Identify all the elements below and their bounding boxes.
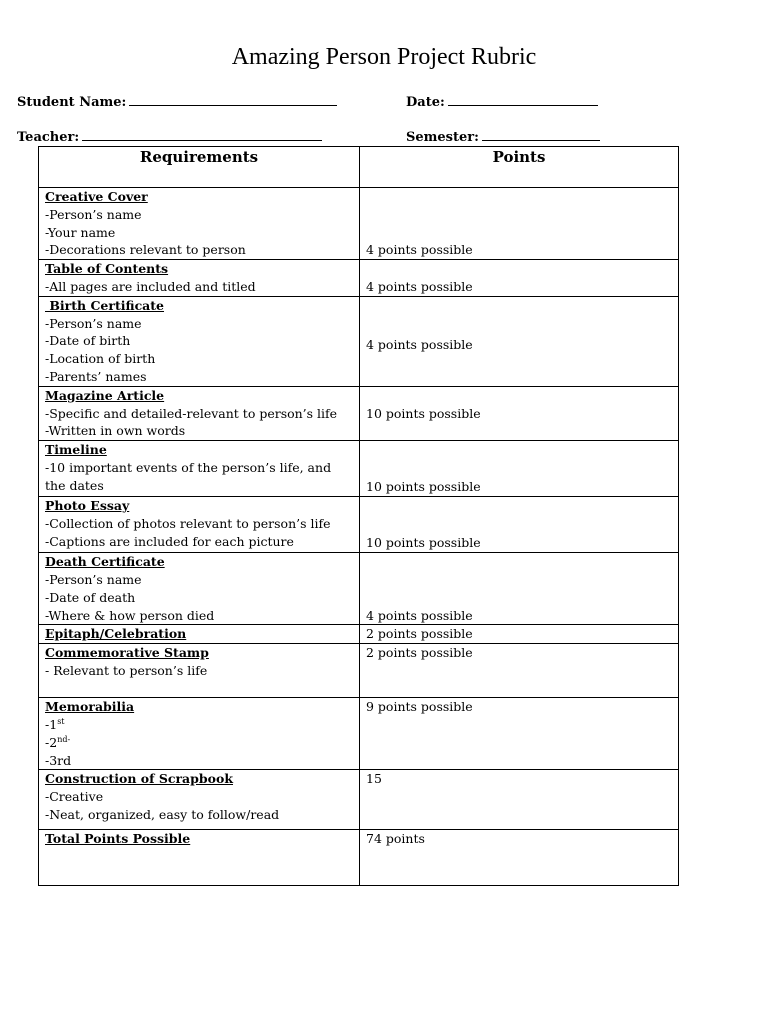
student-name-line[interactable] — [129, 94, 337, 106]
requirement-item: -Decorations relevant to person — [45, 242, 246, 258]
table-row — [39, 644, 679, 698]
section-heading: Epitaph/Celebration — [45, 626, 187, 642]
table-row — [39, 698, 679, 770]
requirement-item: -Location of birth — [45, 351, 156, 367]
points-cell: 10 points possible — [360, 386, 679, 440]
requirement-item: -Person’s name — [45, 315, 142, 331]
requirement-item: -Parents’ names — [45, 368, 147, 384]
requirement-item: - Relevant to person’s life — [45, 662, 208, 678]
points-cell: 10 points possible — [360, 441, 679, 497]
points-cell: 4 points possible — [360, 296, 679, 386]
requirement-item: -10 important events of the person’s life, and the dates — [45, 459, 332, 493]
section-heading: Magazine Article — [45, 387, 165, 403]
requirement-cell — [39, 553, 360, 625]
requirement-item: -Where & how person died — [45, 607, 215, 623]
date-line[interactable] — [448, 94, 598, 106]
section-heading: Construction of Scrapbook — [45, 771, 233, 787]
requirement-cell — [39, 830, 360, 886]
requirement-cell — [39, 770, 360, 830]
requirement-item — [45, 716, 353, 734]
teacher-label: Teacher: — [17, 130, 80, 145]
requirement-item — [45, 734, 353, 752]
requirement-item: -Captions are included for each picture — [45, 533, 294, 549]
requirement-cell — [39, 296, 360, 386]
section-heading: Table of Contents — [45, 261, 169, 277]
student-name-label: Student Name: — [17, 95, 127, 110]
rubric-table — [38, 146, 679, 886]
section-heading: Timeline — [45, 442, 107, 458]
teacher-field — [17, 129, 322, 145]
points-cell: 9 points possible — [360, 698, 679, 770]
points-cell: 10 points possible — [360, 497, 679, 553]
points-cell: 4 points possible — [360, 553, 679, 625]
section-heading: Creative Cover — [45, 189, 148, 204]
table-row — [39, 625, 679, 644]
superscript: nd- — [57, 734, 71, 744]
section-heading: Birth Certificate — [45, 297, 165, 313]
requirement-item: -Your name — [45, 224, 116, 240]
requirement-cell — [39, 188, 360, 260]
table-row — [39, 296, 679, 386]
requirement-item: -Person’s name — [45, 206, 142, 222]
date-label: Date: — [406, 95, 445, 110]
table-row — [39, 770, 679, 830]
requirement-item: -Date of birth — [45, 333, 131, 349]
section-heading: Memorabilia — [45, 699, 135, 715]
requirement-item: -Creative — [45, 789, 104, 805]
page-title: Amazing Person Project Rubric — [231, 44, 537, 70]
table-row — [39, 260, 679, 297]
item-text: -2 — [45, 734, 58, 750]
requirement-item: -All pages are included and titled — [45, 278, 256, 294]
section-heading: Death Certificate — [45, 554, 165, 570]
requirement-cell — [39, 625, 360, 644]
table-row — [39, 830, 679, 886]
table-row — [39, 497, 679, 553]
requirement-cell — [39, 260, 360, 297]
requirement-cell — [39, 644, 360, 698]
points-cell: 2 points possible — [360, 644, 679, 698]
table-row — [39, 188, 679, 260]
requirement-item: -Specific and detailed-relevant to person’s life — [45, 405, 338, 421]
requirement-item: -Date of death — [45, 589, 136, 605]
points-cell: 4 points possible — [360, 260, 679, 297]
table-header-row — [39, 147, 679, 188]
requirement-cell — [39, 386, 360, 440]
requirement-item: -Person’s name — [45, 571, 142, 587]
requirement-cell — [39, 698, 360, 770]
requirement-item: -Collection of photos relevant to person’s life — [45, 515, 331, 531]
item-text: -1 — [45, 716, 58, 732]
table-row — [39, 386, 679, 440]
requirement-cell — [39, 497, 360, 553]
points-cell: 15 — [360, 770, 679, 830]
student-name-field — [17, 94, 337, 110]
column-header-points: Points — [360, 147, 679, 188]
points-cell: 74 points — [360, 830, 679, 886]
semester-line[interactable] — [482, 129, 600, 141]
points-cell: 4 points possible — [360, 188, 679, 260]
requirement-cell — [39, 441, 360, 497]
section-heading: Commemorative Stamp — [45, 645, 209, 661]
superscript: st — [57, 716, 65, 726]
requirement-item: -Written in own words — [45, 423, 186, 439]
section-heading: Photo Essay — [45, 498, 130, 514]
points-cell: 2 points possible — [360, 625, 679, 644]
table-row — [39, 441, 679, 497]
teacher-line[interactable] — [82, 129, 322, 141]
section-heading: Total Points Possible — [45, 831, 191, 847]
table-row — [39, 553, 679, 625]
date-field — [406, 94, 598, 110]
requirement-item: -3rd — [45, 752, 72, 768]
column-header-requirements: Requirements — [39, 147, 360, 188]
semester-field — [406, 129, 600, 145]
semester-label: Semester: — [406, 130, 479, 145]
requirement-item: -Neat, organized, easy to follow/read — [45, 806, 280, 822]
